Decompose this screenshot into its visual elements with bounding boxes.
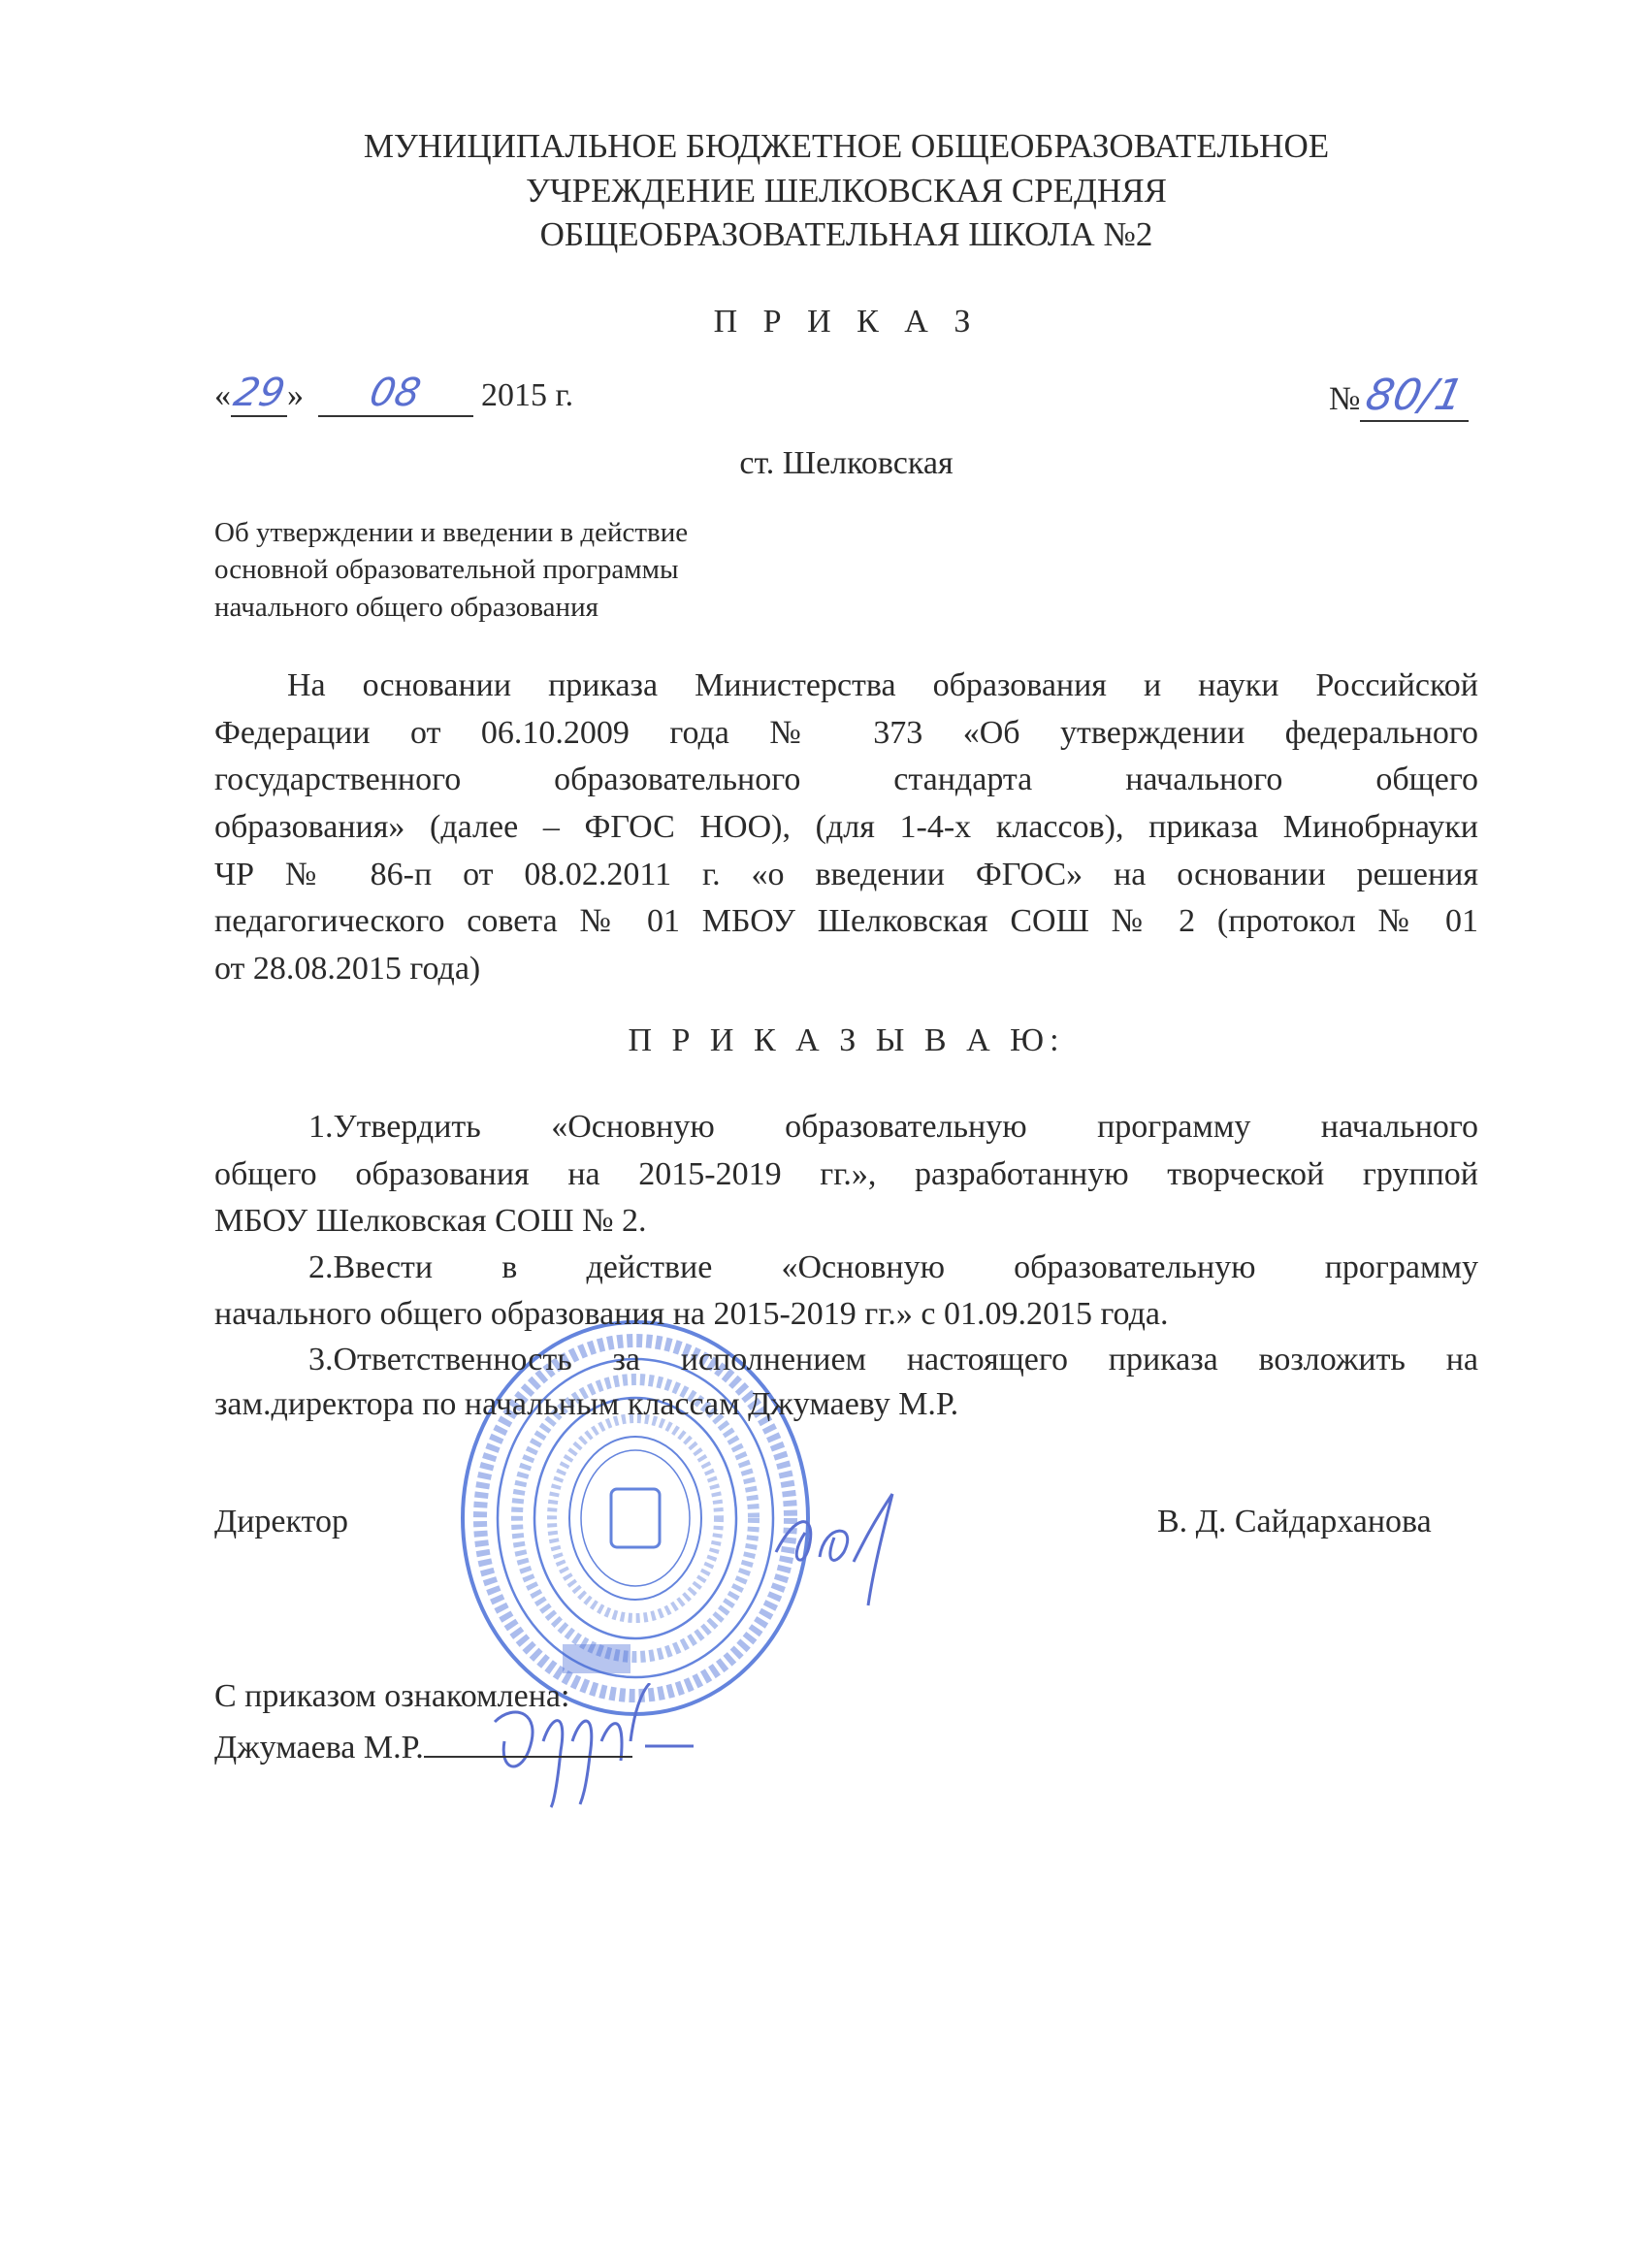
acknowledger-name: Джумаева М.Р.	[214, 1730, 424, 1766]
signature-field	[424, 1727, 632, 1758]
number-label: №	[1329, 381, 1361, 417]
year: 2015 г.	[481, 377, 574, 413]
date-line	[214, 371, 573, 417]
org-name-line-1: МУНИЦИПАЛЬНОЕ БЮДЖЕТНОЕ ОБЩЕОБРАЗОВАТЕЛЬНОЕ	[363, 127, 1330, 165]
item-line: МБОУ Шелковская СОШ № 2.	[214, 1203, 647, 1239]
item-line: общего образования на 2015-2019 гг.», разработанную творческой группой	[214, 1156, 1478, 1192]
item-line: 3.Ответственность за исполнением настоящего приказа возложить на	[308, 1342, 1478, 1377]
preamble-line: образования» (далее – ФГОС НОО), (для 1-4-х классов), приказа Минобрнауки	[214, 809, 1478, 845]
org-name-line-3: ОБЩЕОБРАЗОВАТЕЛЬНАЯ ШКОЛА №2	[539, 215, 1153, 253]
number-handwritten: 80/1	[1361, 371, 1469, 420]
preamble-line: ЧР № 86-п от 08.02.2011 г. «о введении ФГОС» на основании решения	[214, 857, 1478, 892]
acknowledgement-label: С приказом ознакомлена:	[214, 1678, 570, 1714]
number-field	[1360, 371, 1469, 422]
item-line: начального общего образования на 2015-2019 гг.» с 01.09.2015 года.	[214, 1296, 1169, 1332]
signer-position: Директор	[214, 1504, 348, 1539]
order-number	[1329, 371, 1469, 422]
order-word: П Р И К А З Ы В А Ю:	[628, 1022, 1065, 1058]
month-handwritten: 08	[366, 371, 425, 415]
preamble-line: педагогического совета № 01 МБОУ Шелковская СОШ № 2 (протокол № 01	[214, 903, 1478, 939]
day-field	[231, 371, 287, 417]
director-signature	[766, 1484, 912, 1610]
subject-line-2: основной образовательной программы	[214, 554, 679, 585]
preamble-line: Федерации от 06.10.2009 года № 373 «Об утверждении федерального	[214, 715, 1478, 751]
document-type: П Р И К А З	[713, 304, 980, 340]
preamble-line: На основании приказа Министерства образования и науки Российской	[287, 667, 1478, 703]
signer-name: В. Д. Сайдарханова	[1157, 1504, 1432, 1539]
item-line: 2.Ввести в действие «Основную образовательную программу	[308, 1249, 1478, 1285]
acknowledgement-name	[214, 1727, 632, 1766]
org-name-line-2: УЧРЕЖДЕНИЕ ШЕЛКОВСКАЯ СРЕДНЯЯ	[526, 172, 1167, 210]
subject-line-1: Об утверждении и введении в действие	[214, 517, 689, 548]
item-line: зам.директора по начальным классам Джумаеву М.Р.	[214, 1386, 959, 1422]
subject-line-3: начального общего образования	[214, 592, 598, 623]
day-handwritten: 29	[229, 371, 289, 415]
open-quote: «	[214, 377, 231, 413]
close-quote: »	[287, 377, 304, 413]
month-field	[318, 371, 473, 417]
preamble-line: государственного образовательного стандарта начального общего	[214, 761, 1478, 797]
item-line: 1.Утвердить «Основную образовательную программу начального	[308, 1109, 1478, 1145]
place: ст. Шелковская	[739, 445, 954, 481]
preamble-line: от 28.08.2015 года)	[214, 951, 481, 987]
